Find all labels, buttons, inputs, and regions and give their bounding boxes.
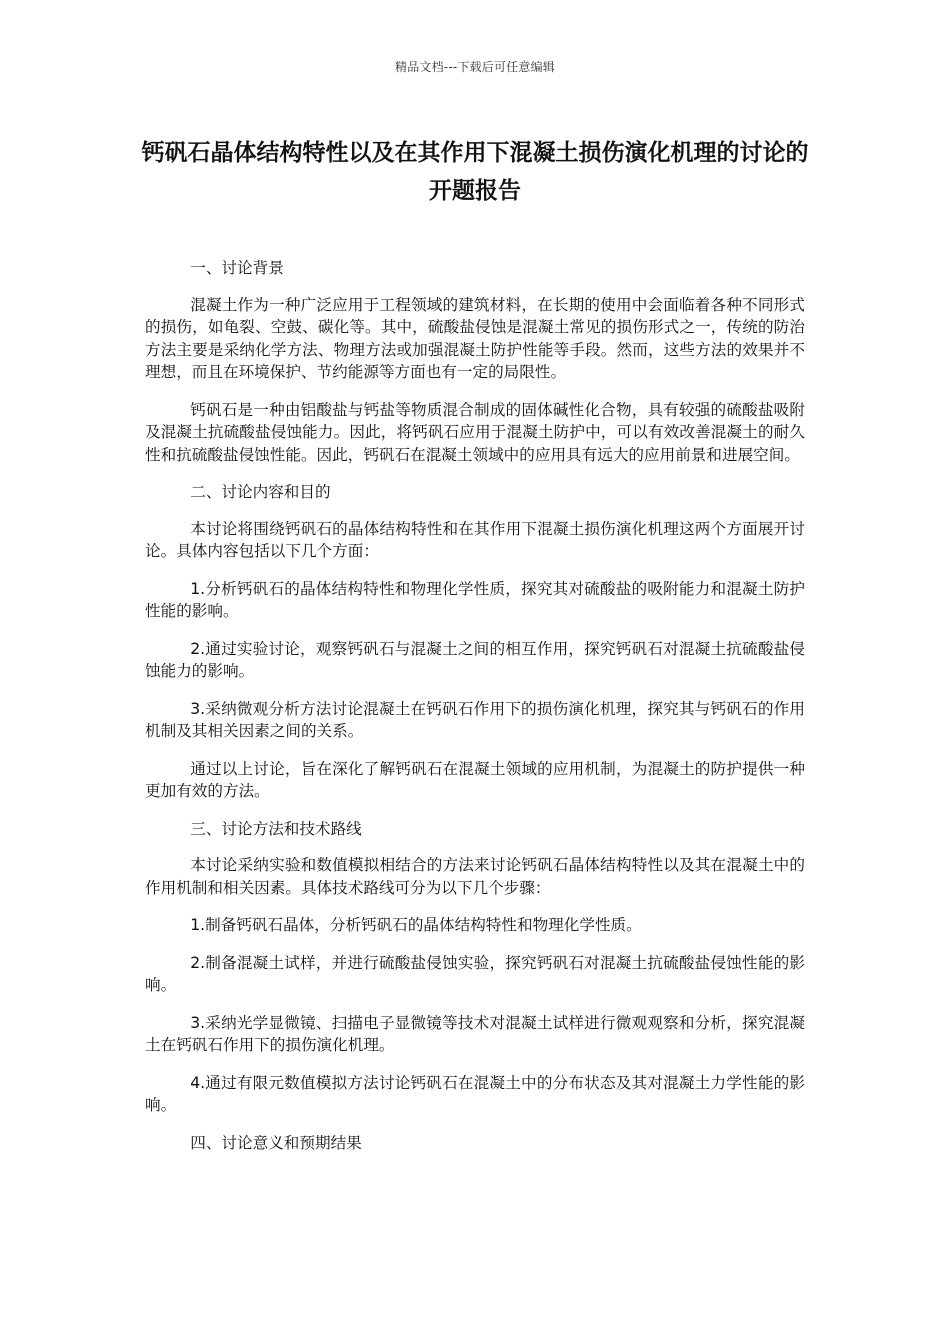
list-item: 2.通过实验讨论，观察钙矾石与混凝土之间的相互作用，探究钙矾石对混凝土抗硫酸盐侵蚀能力的影响。 [145,639,805,680]
document-body [145,257,805,1168]
document-title: 钙矾石晶体结构特性以及在其作用下混凝土损伤演化机理的讨论的开题报告 [141,140,809,204]
paragraph: 本讨论将围绕钙矾石的晶体结构特性和在其作用下混凝土损伤演化机理这两个方面展开讨论。具体内容包括以下几个方面： [145,519,805,560]
list-item: 1.分析钙矾石的晶体结构特性和物理化学性质，探究其对硫酸盐的吸附能力和混凝土防护性能的影响。 [145,579,805,620]
list-item: 1.制备钙矾石晶体，分析钙矾石的晶体结构特性和物理化学性质。 [190,916,642,934]
list-item: 2.制备混凝土试样，并进行硫酸盐侵蚀实验，探究钙矾石对混凝土抗硫酸盐侵蚀性能的影响。 [145,953,805,994]
paragraph: 混凝土作为一种广泛应用于工程领域的建筑材料，在长期的使用中会面临着各种不同形式的损伤，如龟裂、空鼓、碳化等。其中，硫酸盐侵蚀是混凝土常见的损伤形式之一，传统的防治方法主要是采纳化学方法、物理方法或加强混凝土防护性能等手段。然而，这些方法的效果并不理想，而且在环境保护、节约能源等方面也有一定的局限性。 [145,295,805,381]
list-item: 4.通过有限元数值模拟方法讨论钙矾石在混凝土中的分布状态及其对混凝土力学性能的影响。 [145,1073,805,1114]
section-heading-methods: 三、讨论方法和技术路线 [190,819,362,838]
list-item: 3.采纳光学显微镜、扫描电子显微镜等技术对混凝土试样进行微观观察和分析，探究混凝土在钙矾石作用下的损伤演化机理。 [145,1013,805,1054]
paragraph: 本讨论采纳实验和数值模拟相结合的方法来讨论钙矾石晶体结构特性以及其在混凝土中的作用机制和相关因素。具体技术路线可分为以下几个步骤： [145,856,805,897]
paragraph: 钙矾石是一种由铝酸盐与钙盐等物质混合制成的固体碱性化合物，具有较强的硫酸盐吸附及混凝土抗硫酸盐侵蚀能力。因此，将钙矾石应用于混凝土防护中，可以有效改善混凝土的耐久性和抗硫酸盐侵蚀性能。因此，钙矾石在混凝土领域中的应用具有远大的应用前景和进展空间。 [145,400,805,464]
paragraph: 通过以上讨论，旨在深化了解钙矾石在混凝土领域的应用机制，为混凝土的防护提供一种更加有效的方法。 [145,759,805,800]
header-note: 精品文档---下载后可任意编辑 [395,60,555,74]
section-heading-significance: 四、讨论意义和预期结果 [190,1133,362,1152]
section-heading-background: 一、讨论背景 [190,259,284,277]
list-item: 3.采纳微观分析方法讨论混凝土在钙矾石作用下的损伤演化机理，探究其与钙矾石的作用机制及其相关因素之间的关系。 [145,699,805,740]
section-heading-content: 二、讨论内容和目的 [190,483,331,501]
